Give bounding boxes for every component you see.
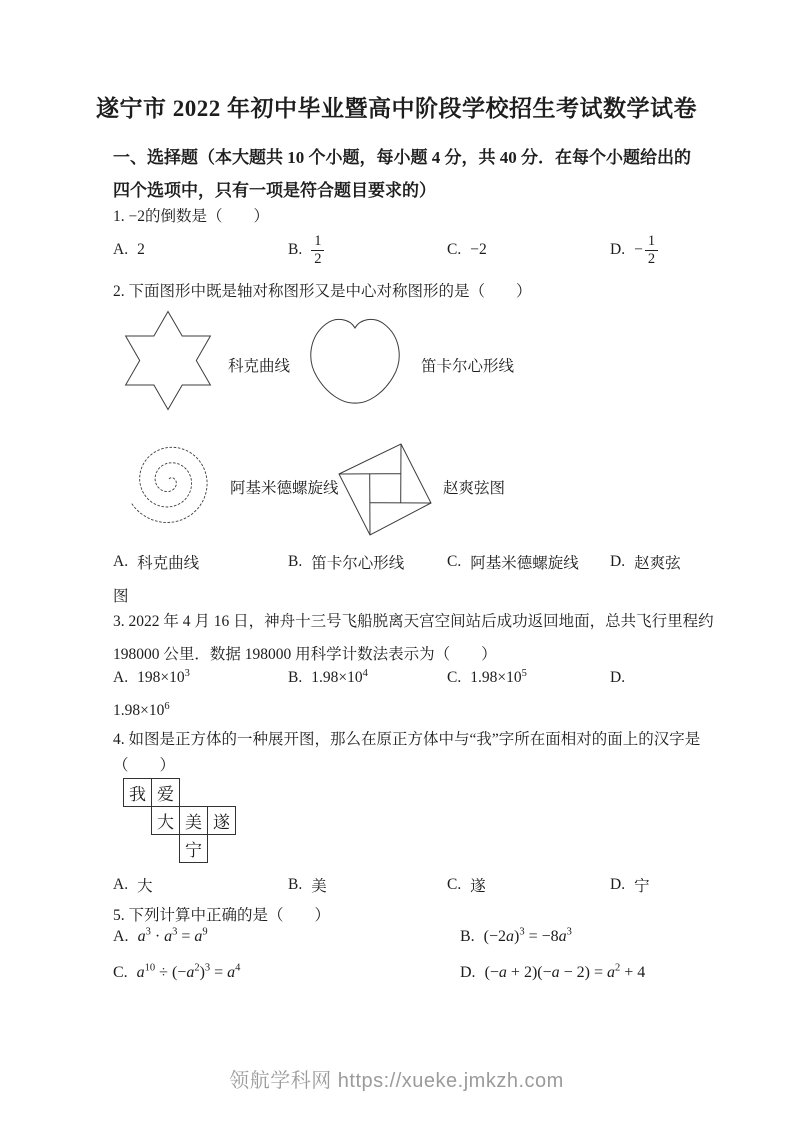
option-label: B. <box>288 241 303 258</box>
option-value: $1.98\times 10^4$ <box>311 667 368 686</box>
option-label: D. <box>610 553 626 570</box>
option-value: 遂 <box>470 878 486 895</box>
q3-option-c <box>447 669 610 687</box>
fraction-numerator: 1 <box>311 233 324 250</box>
q2-option-b <box>288 551 447 573</box>
option-label: B. <box>288 876 303 893</box>
fraction <box>311 233 324 266</box>
option-value: 大 <box>137 878 153 895</box>
question-5-options-row1 <box>113 928 713 946</box>
archimedean-spiral-path <box>132 447 208 522</box>
option-label: C. <box>447 876 462 893</box>
q4-option-a <box>113 874 288 896</box>
question-2-options <box>113 551 713 573</box>
q1-option-a <box>113 241 288 259</box>
q3-option-d <box>610 669 713 687</box>
q5-option-b <box>460 928 713 946</box>
option-label: A. <box>113 241 129 258</box>
net-cell: 美 <box>179 806 208 835</box>
koch-curve-caption: 科克曲线 <box>228 358 291 375</box>
net-cell: 爱 <box>151 778 180 807</box>
koch-curve-figure <box>121 310 215 411</box>
q2-option-d <box>610 551 713 573</box>
q4-option-c <box>447 874 610 896</box>
q4-option-b <box>288 874 447 896</box>
q2-option-d-wrap: 图 <box>113 588 129 605</box>
q1-option-d <box>610 233 713 266</box>
net-cell: 大 <box>151 806 180 835</box>
option-formula: $(-a + 2)(-a - 2) = a^2 + 4$ <box>484 962 646 981</box>
option-label: D. <box>610 669 626 686</box>
archimedean-spiral-caption: 阿基米德螺旋线 <box>230 480 339 497</box>
option-label: D. <box>610 876 626 893</box>
option-formula: $a^{10} \div (-a^2)^3 = a^4$ <box>136 962 241 981</box>
option-value: 阿基米德螺旋线 <box>470 555 579 572</box>
question-1-stem: 1. −2的倒数是（ ） <box>113 208 269 225</box>
option-value: $1.98\times 10^5$ <box>470 667 527 686</box>
heart-curve-caption: 笛卡尔心形线 <box>421 358 515 375</box>
archimedean-spiral-figure <box>122 433 217 530</box>
cube-net-figure <box>123 778 238 864</box>
net-cell: 宁 <box>179 834 208 863</box>
option-value: 科克曲线 <box>137 555 200 572</box>
question-3-stem-line1: 3. 2022 年 4 月 16 日，神舟十三号飞船脱离天宫空间站后成功返回地面，总共飞行里程约 <box>113 613 714 630</box>
option-formula: $(-2a)^3 = -8a^3$ <box>483 926 572 945</box>
q3-option-d-wrap <box>113 702 170 720</box>
option-label: D. <box>610 241 626 258</box>
option-label: B. <box>288 669 303 686</box>
option-value: $198\times 10^3$ <box>137 667 190 686</box>
minus-sign: − <box>634 241 643 258</box>
question-2-stem: 2. 下面图形中既是轴对称图形又是中心对称图形的是（ ） <box>113 283 532 300</box>
option-value: 2 <box>137 241 145 258</box>
q1-option-c <box>447 241 610 259</box>
fraction-numerator: 1 <box>645 233 658 250</box>
option-label: C. <box>447 553 462 570</box>
question-5-stem: 5. 下列计算中正确的是（ ） <box>113 907 331 924</box>
option-formula: $a^3 \cdot a^3 = a^9$ <box>137 926 208 945</box>
exam-title: 遂宁市 2022 年初中毕业暨高中阶段学校招生考试数学试卷 <box>96 96 697 121</box>
q4-option-d <box>610 874 713 896</box>
option-value: 赵爽弦 <box>634 555 681 572</box>
option-label: C. <box>447 241 462 258</box>
question-4-stem-line2: （ ） <box>113 757 176 774</box>
q5-option-a <box>113 928 460 946</box>
option-label: B. <box>460 928 475 945</box>
q2-option-a <box>113 551 288 573</box>
option-label: D. <box>460 964 476 981</box>
q3-option-b <box>288 669 447 687</box>
section-header-line2: 四个选项中，只有一项是符合题目要求的） <box>113 181 436 200</box>
question-5-options-row2 <box>113 964 713 982</box>
zhao-shuang-figure <box>338 437 435 537</box>
option-value: 宁 <box>634 878 650 895</box>
question-3-options <box>113 669 713 687</box>
option-value: −2 <box>470 241 487 258</box>
question-3-stem-line2: 198000 公里．数据 198000 用科学计数法表示为（ ） <box>113 646 497 663</box>
option-label: A. <box>113 876 129 893</box>
option-value: 笛卡尔心形线 <box>311 555 405 572</box>
section-header-line1: 一、选择题（本大题共 10 个小题，每小题 4 分，共 40 分．在每个小题给出的 <box>113 148 691 167</box>
option-label: A. <box>113 553 129 570</box>
fraction-denominator: 2 <box>647 250 656 267</box>
option-label: C. <box>113 964 128 981</box>
q3-option-a <box>113 669 288 687</box>
q2-option-c <box>447 551 610 573</box>
option-label: A. <box>113 928 129 945</box>
fraction <box>645 233 658 266</box>
option-label: B. <box>288 553 303 570</box>
option-value: $1.98\times 10^6$ <box>113 700 170 719</box>
q5-option-c <box>113 964 460 982</box>
fraction-denominator: 2 <box>314 250 322 267</box>
heart-curve-figure <box>305 315 405 407</box>
option-label: C. <box>447 669 462 686</box>
option-label: A. <box>113 669 129 686</box>
net-cell: 遂 <box>207 806 236 835</box>
q1-option-b <box>288 233 447 266</box>
zhao-shuang-caption: 赵爽弦图 <box>443 480 506 497</box>
question-1-options <box>113 228 713 272</box>
net-cell: 我 <box>123 778 152 807</box>
q5-option-d <box>460 964 713 982</box>
footer-watermark: 领航学科网 https://xueke.jmkzh.com <box>229 1070 564 1092</box>
question-4-stem-line1: 4. 如图是正方体的一种展开图，那么在原正方体中与“我”字所在面相对的面上的汉字是 <box>113 731 701 748</box>
question-4-options <box>113 874 713 896</box>
option-value: 美 <box>311 878 327 895</box>
